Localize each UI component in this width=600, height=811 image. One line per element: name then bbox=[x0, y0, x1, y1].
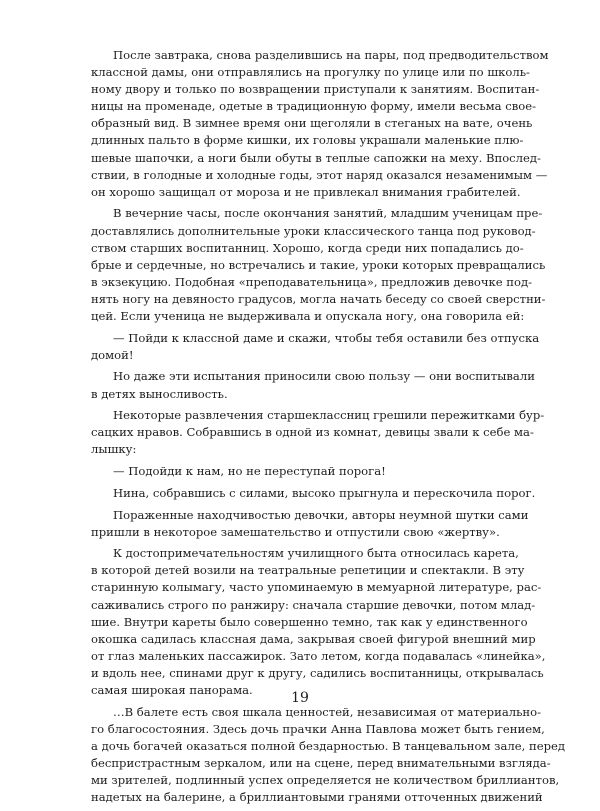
paragraph bbox=[91, 407, 545, 458]
text-line: …В балете есть своя шкала ценностей, независимая от материально- bbox=[113, 704, 542, 719]
text-line: и вдоль нее, спинами друг к другу, садились воспитанницы, открывалась bbox=[91, 665, 544, 680]
text-line: ницы на променаде, одетые в традиционную форму, имели весьма свое- bbox=[91, 99, 537, 114]
text-line: Пораженные находчивостью девочки, авторы неумной шутки сами bbox=[113, 507, 529, 522]
paragraph bbox=[91, 485, 536, 502]
text-line: сацких нравов. Собравшись в одной из комнат, девицы звали к себе ма- bbox=[91, 425, 534, 440]
text-line: надетых на балерине, а бриллиантовыми гранями отточенных движений bbox=[91, 790, 543, 805]
paragraph bbox=[91, 330, 540, 364]
text-line: шевые шапочки, а ноги были обуты в теплые сапожки на меху. Впослед- bbox=[91, 150, 541, 165]
paragraph bbox=[91, 507, 529, 541]
text-line: в которой детей возили на театральные репетиции и спектакли. В эту bbox=[91, 563, 525, 578]
text-line: домой! bbox=[91, 347, 134, 362]
text-line: брые и сердечные, но встречались и такие, уроки которых превращались bbox=[91, 257, 546, 272]
text-line: ми зрителей, подлинный успех определяется не количеством бриллиантов, bbox=[91, 773, 560, 788]
text-line: В вечерние часы, после окончания занятий, младшим ученицам пре- bbox=[113, 206, 543, 221]
text-line: Некоторые развлечения старшеклассниц грешили пережитками бур- bbox=[113, 408, 545, 423]
text-line: пришли в некоторое замешательство и отпустили свою «жертву». bbox=[91, 524, 500, 539]
text-line: старинную колымагу, часто упоминаемую в мемуарной литературе, рас- bbox=[91, 580, 542, 595]
text-line: от глаз маленьких пассажирок. Зато летом, когда подавалась «линейка», bbox=[91, 648, 546, 663]
text-line: К достопримечательностям училищного быта относилась карета, bbox=[113, 546, 519, 561]
text-line: го благосостояния. Здесь дочь прачки Анна Павлова может быть гением, bbox=[91, 721, 545, 736]
text-line: ному двору и только по возвращении приступали к занятиям. Воспитан- bbox=[91, 82, 540, 97]
text-line: в экзекуцию. Подобная «преподавательница», предложив девочке под- bbox=[91, 274, 533, 289]
text-line: длинных пальто в форме кишки, их головы украшали маленькие плю- bbox=[91, 133, 524, 148]
text-line: Нина, собравшись с силами, высоко прыгнула и перескочила порог. bbox=[113, 485, 536, 500]
paragraph bbox=[91, 205, 546, 325]
text-line: Но даже эти испытания приносили свою пользу — они воспитывали bbox=[113, 369, 535, 384]
paragraph bbox=[91, 704, 566, 807]
text-line: ством старших воспитанниц. Хорошо, когда среди них попадались до- bbox=[91, 240, 524, 255]
paragraph bbox=[91, 545, 546, 699]
text-line: доставлялись дополнительные уроки классического танца под руковод- bbox=[91, 223, 536, 238]
text-line: ствии, в голодные и холодные годы, этот наряд оказался незаменимым — bbox=[91, 167, 548, 182]
text-line: беспристрастным зеркалом, или на сцене, перед внимательными взгляда- bbox=[91, 756, 551, 770]
text-line: — Пойди к классной даме и скажи, чтобы тебя оставили без отпуска bbox=[113, 330, 540, 345]
paragraph bbox=[91, 368, 535, 402]
text-line: нять ногу на девяносто градусов, могла начать беседу со своей сверстни- bbox=[91, 291, 546, 306]
text-line: классной дамы, они отправлялись на прогулку по улице или по школь- bbox=[91, 65, 530, 80]
text-line: — Подойди к нам, но не переступай порога! bbox=[113, 464, 386, 479]
paragraph bbox=[91, 47, 549, 201]
text-line: цей. Если ученица не выдерживала и опускала ногу, она говорила ей: bbox=[91, 309, 525, 323]
text-line: После завтрака, снова разделившись на пары, под предводительством bbox=[113, 48, 549, 62]
text-line: саживались строго по ранжиру: сначала старшие девочки, потом млад- bbox=[91, 597, 536, 612]
text-line: в детях выносливость. bbox=[91, 386, 228, 401]
text-line: лышку: bbox=[91, 442, 137, 457]
text-line: самая широкая панорама. bbox=[91, 683, 253, 698]
text-line: а дочь богачей оказаться полной бездарностью. В танцевальном зале, перед bbox=[91, 738, 566, 753]
text-line: шие. Внутри кареты было совершенно темно, так как у единственного bbox=[91, 614, 528, 629]
page-number: 19 bbox=[291, 690, 309, 706]
text-line: окошка садилась классная дама, закрывая своей фигурой внешний мир bbox=[91, 631, 536, 646]
paragraph bbox=[91, 463, 513, 480]
text-line: он хорошо защищал от мороза и не привлекал внимания грабителей. bbox=[91, 184, 521, 199]
text-line: образный вид. В зимнее время они щеголяли в стеганых на вате, очень bbox=[91, 116, 533, 131]
